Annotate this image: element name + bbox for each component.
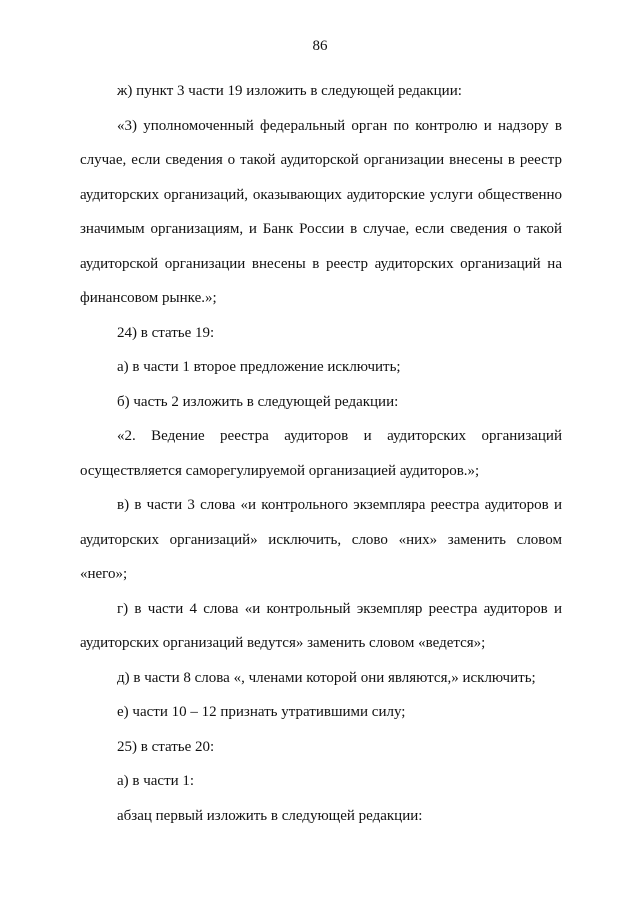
paragraph-item-24: 24) в статье 19: <box>117 324 215 341</box>
paragraph-first-abzac: абзац первый изложить в следующей редакции: <box>117 807 423 824</box>
paragraph-item-a-part-1: а) в части 1: <box>117 773 195 789</box>
paragraph-item-b: б) часть 2 изложить в следующей редакции: <box>117 393 399 410</box>
paragraph-quote-item-2: «2. Ведение реестра аудиторов и аудиторских организаций осуществляется саморегулируемой организацией аудиторов.»; <box>80 428 562 479</box>
paragraph-item-a: а) в части 1 второе предложение исключить; <box>117 359 401 375</box>
paragraph-item-v: в) в части 3 слова «и контрольного экземпляра реестра аудиторов и аудиторских организаций» исключить, слово «них» заменить словом «него»; <box>80 497 562 582</box>
page-number: 86 <box>312 38 328 54</box>
paragraph-item-e: е) части 10 – 12 признать утратившими силу; <box>117 704 406 720</box>
paragraph-item-zh: ж) пункт 3 части 19 изложить в следующей редакции: <box>117 83 462 99</box>
paragraph-quote-item-3: «3) уполномоченный федеральный орган по контролю и надзору в случае, если сведения о такой аудиторской организации внесены в реестр аудиторских организаций, оказывающих аудиторские услуги общественно значимым организациям, и Банк России в случае, если сведения о такой аудиторской организации внесены в реестр аудиторских организаций на финансовом рынке.»; <box>80 117 562 306</box>
paragraph-item-25: 25) в статье 20: <box>117 738 215 755</box>
paragraph-item-g: г) в части 4 слова «и контрольный экземпляр реестра аудиторов и аудиторских организаций ведутся» заменить словом «ведется»; <box>80 600 562 651</box>
paragraph-item-d: д) в части 8 слова «, членами которой они являются,» исключить; <box>117 669 536 686</box>
document-body <box>80 74 562 833</box>
